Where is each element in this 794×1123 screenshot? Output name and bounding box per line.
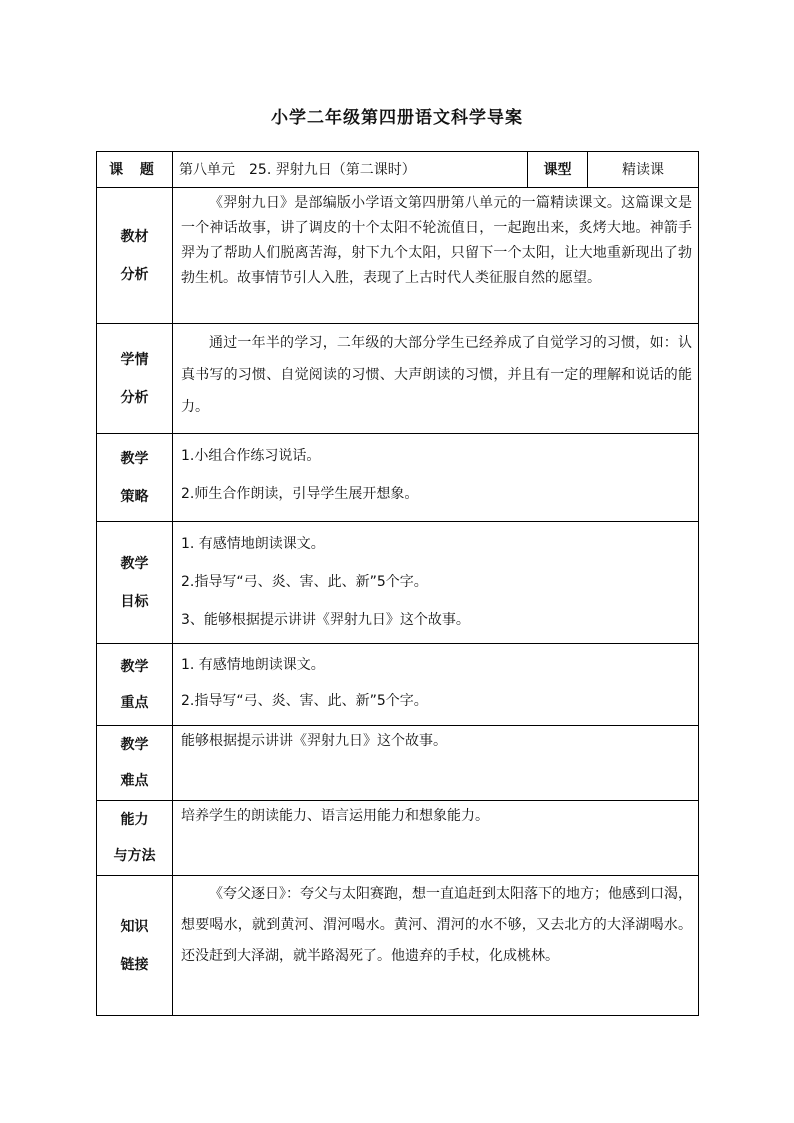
knowledge-link-text: 《夸父逐日》：夸父与太阳赛跑，想一直追赶到太阳落下的地方；他感到口渴，想要喝水，就到黄河、渭河喝水。黄河、渭河的水不够，又去北方的大泽湖喝水。还没赶到大泽湖，就半路渴死了。他遗弃的手杖，化成桃林。 bbox=[181, 886, 692, 964]
list-item: 1.小组合作练习说话。 bbox=[181, 448, 321, 464]
row-label bbox=[97, 876, 173, 1016]
row-label-line: 与方法 bbox=[113, 848, 156, 864]
ability-method-row bbox=[97, 801, 699, 876]
lesson-plan-table bbox=[96, 151, 699, 1016]
topic-value: 第八单元 25. 羿射九日（第二课时） bbox=[173, 152, 528, 188]
header-row bbox=[97, 152, 699, 188]
row-label-line: 教学 bbox=[120, 658, 149, 675]
list-item: 1. 有感情地朗读课文。 bbox=[181, 657, 325, 673]
row-label bbox=[97, 726, 173, 801]
difficulty-row bbox=[97, 726, 699, 801]
difficulty-content bbox=[173, 726, 699, 801]
row-label-line: 链接 bbox=[120, 956, 149, 973]
row-label bbox=[97, 324, 173, 434]
knowledge-link-content bbox=[173, 876, 699, 1016]
list-item: 2.师生合作朗读，引导学生展开想象。 bbox=[181, 486, 419, 502]
row-label-line: 学情 bbox=[120, 351, 149, 368]
page-title: 小学二年级第四册语文科学导案 bbox=[271, 108, 523, 128]
row-label-line: 目标 bbox=[120, 593, 149, 610]
key-points-content bbox=[173, 644, 699, 726]
row-label-line: 知识 bbox=[120, 918, 149, 935]
lesson-type-label: 课型 bbox=[528, 152, 588, 188]
row-label-line: 难点 bbox=[120, 773, 149, 789]
row-label-line: 教学 bbox=[120, 737, 149, 753]
row-label bbox=[97, 434, 173, 522]
material-analysis-text: 《羿射九日》是部编版小学语文第四册第八单元的一篇精读课文。这篇课文是一个神话故事，讲了调皮的十个太阳不轮流值日，一起跑出来，炙烤大地。神箭手羿为了帮助人们脱离苦海，射下九个太阳，只留下一个太阳，让大地重新现出了勃勃生机。故事情节引人入胜，表现了上古时代人类征服自然的愿望。 bbox=[181, 195, 692, 286]
teaching-strategy-row bbox=[97, 434, 699, 522]
teaching-goals-row bbox=[97, 522, 699, 644]
topic-label: 课 题 bbox=[97, 152, 173, 188]
learner-analysis-row bbox=[97, 324, 699, 434]
row-label bbox=[97, 522, 173, 644]
material-analysis-content bbox=[173, 188, 699, 324]
lesson-type-value: 精读课 bbox=[588, 152, 699, 188]
row-label-line: 重点 bbox=[120, 694, 149, 711]
material-analysis-row bbox=[97, 188, 699, 324]
row-label bbox=[97, 801, 173, 876]
teaching-strategy-content bbox=[173, 434, 699, 522]
list-item: 2.指导写“弓、炎、害、此、新”5个字。 bbox=[181, 574, 428, 590]
difficulty-text: 能够根据提示讲讲《羿射九日》这个故事。 bbox=[181, 733, 447, 749]
row-label-line: 教学 bbox=[120, 555, 149, 572]
row-label-line: 策略 bbox=[120, 488, 149, 505]
row-label-line: 教学 bbox=[120, 450, 149, 467]
list-item: 3、能够根据提示讲讲《羿射九日》这个故事。 bbox=[181, 612, 470, 628]
learner-analysis-content bbox=[173, 324, 699, 434]
row-label-line: 分析 bbox=[120, 389, 149, 406]
list-item: 2.指导写“弓、炎、害、此、新”5个字。 bbox=[181, 693, 428, 709]
ability-method-text: 培养学生的朗读能力、语言运用能力和想象能力。 bbox=[181, 808, 489, 824]
row-label-line: 分析 bbox=[120, 266, 149, 283]
row-label bbox=[97, 188, 173, 324]
list-item: 1. 有感情地朗读课文。 bbox=[181, 536, 325, 552]
row-label-line: 能力 bbox=[120, 812, 149, 828]
row-label-line: 教材 bbox=[120, 228, 149, 245]
teaching-goals-content bbox=[173, 522, 699, 644]
key-points-row bbox=[97, 644, 699, 726]
knowledge-link-row bbox=[97, 876, 699, 1016]
row-label bbox=[97, 644, 173, 726]
ability-method-content bbox=[173, 801, 699, 876]
learner-analysis-text: 通过一年半的学习，二年级的大部分学生已经养成了自觉学习的习惯，如：认真书写的习惯、自觉阅读的习惯、大声朗读的习惯，并且有一定的理解和说话的能力。 bbox=[181, 335, 692, 415]
